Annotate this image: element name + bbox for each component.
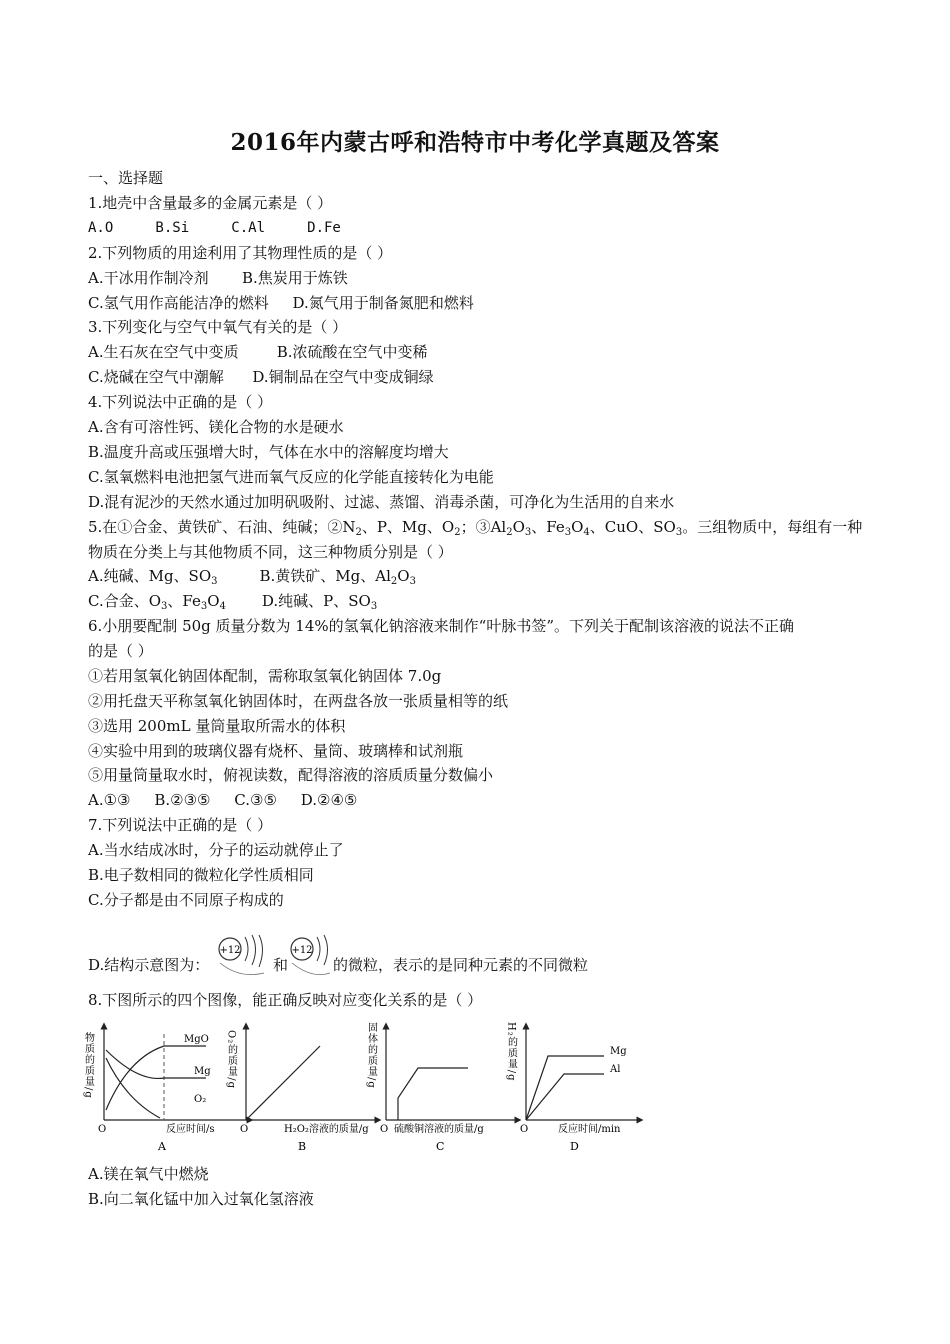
q4-option-d: D.混有泥沙的天然水通过加明矾吸附、过滤、蒸馏、消毒杀菌，可净化为生活用的自来水 [88, 493, 675, 511]
svg-text:A: A [158, 1140, 166, 1153]
graph-a-mg-line [106, 1050, 206, 1078]
q2-options-2: C.氢气用作高能洁净的燃料 D.氮气用于制备氮肥和燃料 [88, 294, 474, 312]
q4-stem: 4.下列说法中正确的是（ ） [88, 393, 273, 411]
q8-option-a: A.镁在氧气中燃烧 [88, 1165, 209, 1183]
q7-option-b: B.电子数相同的微粒化学性质相同 [88, 866, 314, 884]
svg-text:Mg: Mg [194, 1066, 211, 1077]
svg-text:固体的质量/g: 固体的质量/g [365, 1022, 377, 1089]
q1-options: A.O B.Si C.Al D.Fe [88, 220, 341, 236]
svg-text:O: O [520, 1124, 529, 1135]
q2-options-1: A.干冰用作制冷剂 B.焦炭用于炼铁 [88, 269, 348, 287]
svg-text:+12: +12 [291, 945, 313, 956]
q8-figures [82, 1020, 643, 1156]
svg-text:物质的质量/g: 物质的质量/g [82, 1032, 94, 1099]
q7-stem: 7.下列说法中正确的是（ ） [88, 816, 273, 834]
q7-option-c: C.分子都是由不同原子构成的 [88, 891, 284, 909]
svg-text:+12: +12 [219, 945, 241, 956]
svg-text:MgO: MgO [184, 1034, 209, 1045]
q3-options-2: C.烧碱在空气中潮解 D.铜制品在空气中变成铜绿 [88, 368, 434, 386]
graph-c [366, 1022, 519, 1153]
q4-option-a: A.含有可溶性钙、镁化合物的水是硬水 [88, 418, 344, 436]
svg-text:D: D [570, 1140, 579, 1153]
page-title: 2016年内蒙古呼和浩特市中考化学真题及答案 [230, 129, 720, 156]
svg-text:O: O [98, 1124, 107, 1135]
q6-options: A.①③ B.②③⑤ C.③⑤ D.②④⑤ [88, 791, 358, 809]
q4-option-b: B.温度升高或压强增大时，气体在水中的溶解度均增大 [88, 443, 449, 461]
svg-text:O: O [240, 1124, 249, 1135]
svg-text:O₂的质量/g: O₂的质量/g [225, 1030, 237, 1089]
q8-option-b: B.向二氧化锰中加入过氧化氢溶液 [88, 1190, 314, 1208]
q5-stem-2: 物质在分类上与其他物质不同，这三种物质分别是（ ） [88, 543, 453, 561]
svg-text:O: O [380, 1124, 389, 1135]
q7-option-d-post: 的微粒，表示的是同种元素的不同微粒 [333, 956, 589, 974]
q7-option-a: A.当水结成冰时，分子的运动就停止了 [88, 841, 344, 859]
q6-statement-3: ③选用 200mL 量筒量取所需水的体积 [88, 717, 346, 735]
q7-option-d-pre: D.结构示意图为： [88, 956, 210, 974]
q5-options-2: C.合金、$O_3$、$Fe_3O_4$ D.纯碱、P、$SO_3$ [88, 592, 378, 612]
svg-text:H₂O₂溶液的质量/g: H₂O₂溶液的质量/g [284, 1124, 369, 1135]
svg-text:Mg: Mg [610, 1046, 627, 1057]
q3-stem: 3.下列变化与空气中氧气有关的是（ ） [88, 318, 348, 336]
graph-b [226, 1026, 379, 1153]
svg-text:B: B [298, 1140, 307, 1153]
graph-b-line [246, 1046, 320, 1120]
q8-stem: 8.下图所示的四个图像，能正确反映对应变化关系的是（ ） [88, 991, 483, 1009]
svg-text:反应时间/s: 反应时间/s [166, 1124, 215, 1135]
svg-text:反应时间/min: 反应时间/min [558, 1124, 621, 1135]
svg-text:硫酸铜溶液的质量/g: 硫酸铜溶液的质量/g [394, 1124, 484, 1135]
svg-text:Al: Al [610, 1064, 621, 1075]
q6-statement-1: ①若用氢氧化钠固体配制，需称取氢氧化钠固体 7.0g [88, 667, 442, 685]
graph-c-line [398, 1068, 468, 1120]
q3-options-1: A.生石灰在空气中变质 B.浓硫酸在空气中变稀 [88, 343, 428, 361]
graph-d [506, 1022, 641, 1153]
atom-diagram-1 [216, 935, 270, 977]
graph-d-al-line [526, 1074, 604, 1120]
q6-statement-2: ②用托盘天平称氢氧化钠固体时，在两盘各放一张质量相等的纸 [88, 692, 509, 710]
q6-statement-4: ④实验中用到的玻璃仪器有烧杯、量筒、玻璃棒和试剂瓶 [88, 742, 464, 760]
svg-text:O₂: O₂ [194, 1094, 207, 1105]
q1-stem: 1.地壳中含量最多的金属元素是（ ） [88, 194, 333, 212]
q6-statement-5: ⑤用量筒量取水时，俯视读数，配得溶液的溶质质量分数偏小 [88, 766, 494, 784]
graph-d-mg-line [526, 1056, 604, 1120]
svg-text:C: C [436, 1140, 445, 1153]
q7-option-d-and: 和 [273, 956, 289, 974]
q5-stem: 5.在①合金、黄铁矿、石油、纯碱；$②N_2$、P、Mg、$O_2$；$③Al_2O_3$、$Fe_3O_4$、CuO、$SO_3$。三组物质中，每组有一种 [88, 518, 863, 538]
q2-stem: 2.下列物质的用途利用了其物理性质的是（ ） [88, 244, 393, 262]
atom-diagram-2 [288, 935, 334, 977]
section-heading: 一、选择题 [88, 169, 164, 187]
q5-options-1: A.纯碱、Mg、$SO_3$ B.黄铁矿、Mg、$Al_2O_3$ [88, 567, 416, 587]
svg-text:H₂的质量/g: H₂的质量/g [505, 1022, 517, 1082]
q4-option-c: C.氢氧燃料电池把氢气进而氧气反应的化学能直接转化为电能 [88, 468, 494, 486]
q6-stem: 6.小朋要配制 50g 质量分数为 14%的氢氧化钠溶液来制作“叶脉书签”。下列关于配制该溶液的说法不正确 [88, 617, 794, 635]
q6-stem-2: 的是（ ） [88, 642, 153, 660]
